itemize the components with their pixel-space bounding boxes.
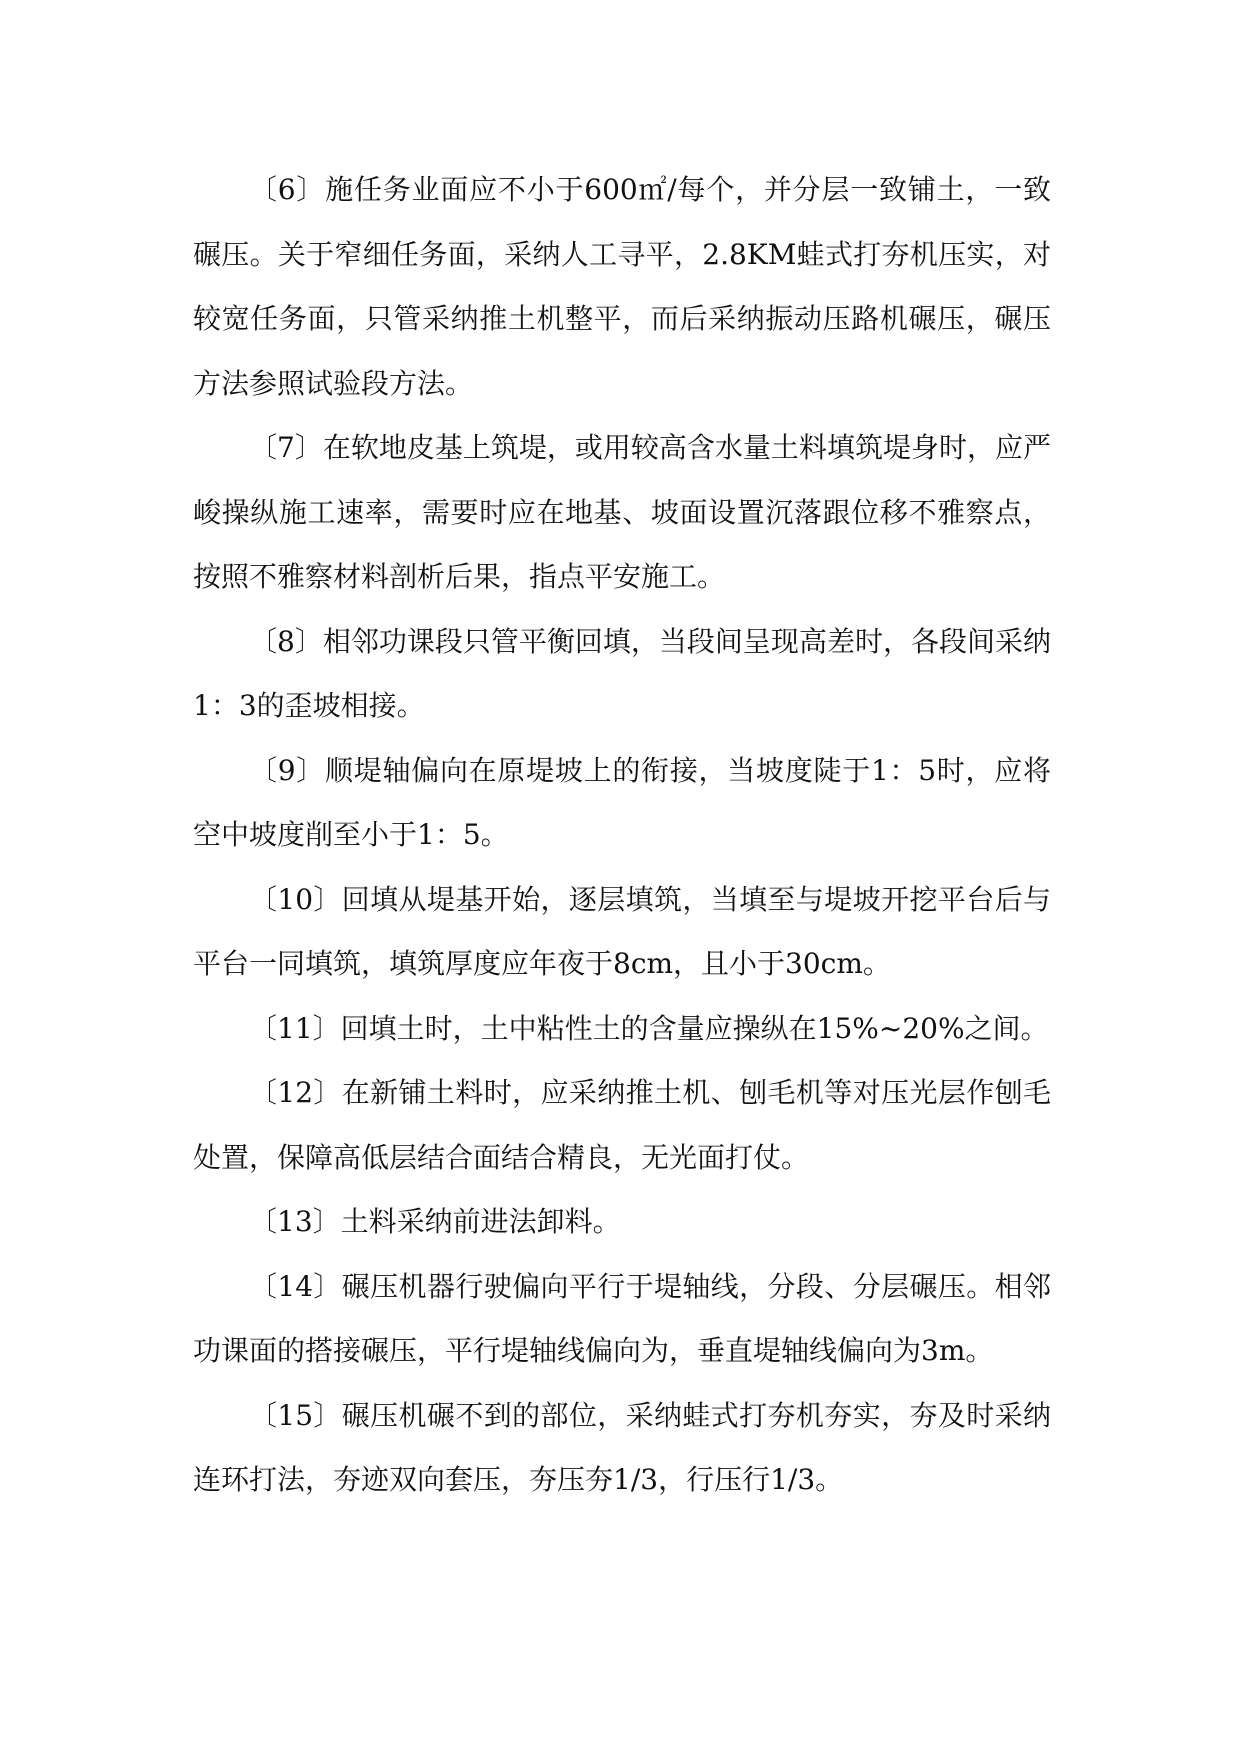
paragraph-item-10: 〔10〕回填从堤基开始，逐层填筑，当填至与堤坡开挖平台后与平台一同填筑，填筑厚度应年夜于8cm，且小于30cm。 (193, 882, 1051, 980)
paragraph-item-14: 〔14〕碾压机器行驶偏向平行于堤轴线，分段、分层碾压。相邻功课面的搭接碾压，平行堤轴线偏向为，垂直堤轴线偏向为3m。 (193, 1269, 1051, 1367)
paragraph-item-6: 〔6〕施任务业面应不小于600㎡/每个，并分层一致铺土，一致碾压。关于窄细任务面，采纳人工寻平，2.8KM蛙式打夯机压实，对较宽任务面，只管采纳推土机整平，而后采纳振动压路机碾压，碾压方法参照试验段方法。 (193, 173, 1051, 400)
paragraph-item-8: 〔8〕相邻功课段只管平衡回填，当段间呈现高差时，各段间采纳1：3的歪坡相接。 (193, 624, 1051, 722)
paragraph-item-15: 〔15〕碾压机碾不到的部位，采纳蛙式打夯机夯实，夯及时采纳连环打法，夯迹双向套压，夯压夯1/3，行压行1/3。 (193, 1398, 1051, 1496)
paragraph-item-11: 〔11〕回填土时，土中粘性土的含量应操纵在15%~20%之间。 (249, 1011, 1049, 1045)
paragraph-item-9: 〔9〕顺堤轴偏向在原堤坡上的衔接，当坡度陡于1：5时，应将空中坡度削至小于1：5。 (193, 753, 1051, 851)
paragraph-item-12: 〔12〕在新铺土料时，应采纳推土机、刨毛机等对压光层作刨毛处置，保障高低层结合面结合精良，无光面打仗。 (193, 1076, 1051, 1174)
paragraph-item-13: 〔13〕土料采纳前进法卸料。 (249, 1205, 621, 1238)
paragraph-item-7: 〔7〕在软地皮基上筑堤，或用较高含水量土料填筑堤身时，应严峻操纵施工速率，需要时应在地基、坡面设置沉落跟位移不雅察点，按照不雅察材料剖析后果，指点平安施工。 (193, 431, 1051, 593)
